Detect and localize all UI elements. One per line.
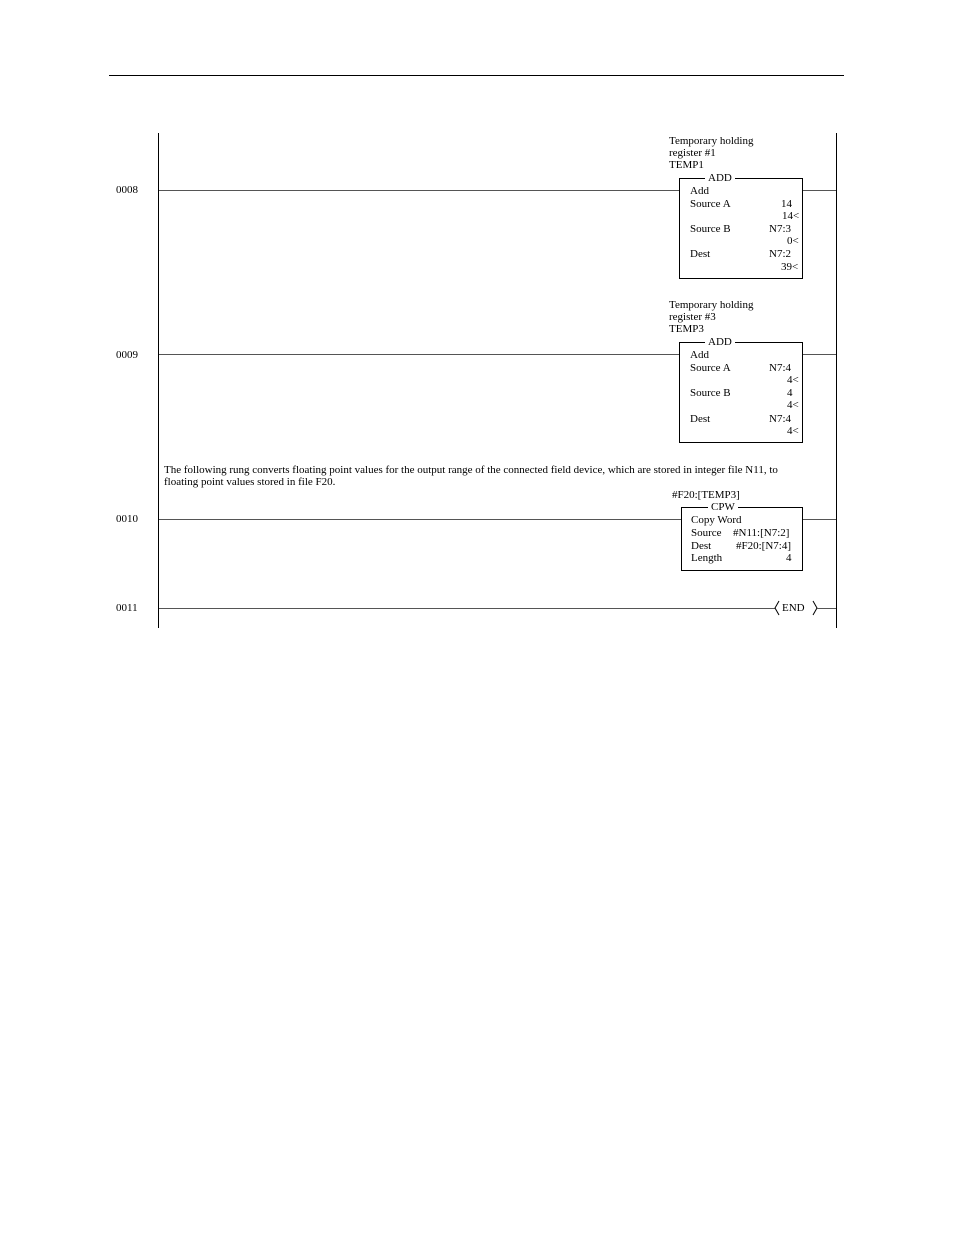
row-value: 4: [786, 552, 792, 564]
row-label: Source A: [690, 198, 731, 210]
row-value: #F20:[N7:4]: [736, 540, 791, 552]
rung-line: [159, 354, 679, 355]
rung-line: [802, 190, 836, 191]
end-instruction-label: END: [782, 602, 805, 614]
row-label: Add: [690, 185, 709, 197]
rung-number: 0010: [116, 513, 138, 525]
header-rule: [109, 75, 844, 76]
row-label: Dest: [690, 413, 711, 425]
rung-comment: The following rung converts floating point values for the output range of the connected field device, which are stored in integer file N11, to floating point values stored in file F20.: [164, 464, 778, 488]
row-label: Add: [690, 349, 709, 361]
rung-number: 0008: [116, 184, 138, 196]
rung-line: [802, 354, 836, 355]
row-label: Dest: [690, 248, 711, 260]
row-value: N7:4: [769, 413, 791, 425]
row-live-value: 39<: [781, 261, 799, 273]
row-value: 4: [787, 387, 793, 399]
rung-line: [159, 608, 775, 609]
row-label: Length: [691, 552, 723, 564]
row-live-value: 4<: [787, 399, 799, 411]
row-label: Dest: [691, 540, 712, 552]
right-power-rail: [836, 133, 837, 628]
rung-line: [159, 190, 679, 191]
row-label: Source: [691, 527, 722, 539]
row-live-value: 14<: [782, 210, 800, 222]
rung-number: 0009: [116, 349, 138, 361]
instruction-label: #F20:[TEMP3]: [672, 489, 740, 501]
row-label: Copy Word: [691, 514, 742, 526]
row-value: 14: [781, 198, 792, 210]
row-live-value: 0<: [787, 235, 799, 247]
row-label: Source A: [690, 362, 731, 374]
instruction-title: CPW: [708, 501, 738, 513]
instruction-label: Temporary holding register #1 TEMP1: [669, 135, 754, 171]
row-label: Source B: [690, 387, 731, 399]
rung-line: [159, 519, 681, 520]
rung-number: 0011: [116, 602, 138, 614]
rung-line: [802, 519, 836, 520]
row-value: N7:2: [769, 248, 791, 260]
row-label: Source B: [690, 223, 731, 235]
instruction-title: ADD: [705, 172, 735, 184]
row-live-value: 4<: [787, 374, 799, 386]
instruction-title: ADD: [705, 336, 735, 348]
row-value: N7:4: [769, 362, 791, 374]
left-power-rail: [158, 133, 159, 628]
row-live-value: 4<: [787, 425, 799, 437]
rung-line: [817, 608, 836, 609]
row-value: #N11:[N7:2]: [733, 527, 790, 539]
instruction-label: Temporary holding register #3 TEMP3: [669, 299, 754, 335]
row-value: N7:3: [769, 223, 791, 235]
